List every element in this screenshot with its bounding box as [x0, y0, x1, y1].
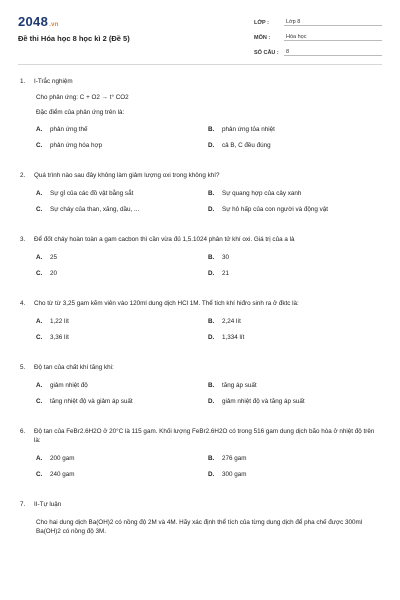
question-text: Độ tan của chất khí tăng khi: [34, 364, 114, 371]
question-number: 4. [20, 300, 26, 307]
option-letter: C. [36, 398, 43, 405]
question-3 [20, 235, 380, 277]
option-letter: A. [36, 190, 43, 197]
exam-meta [254, 14, 382, 59]
option-letter: A. [36, 254, 43, 261]
option-text: 1,22 lít [50, 318, 69, 325]
option-letter: A. [36, 382, 43, 389]
answer-options [36, 455, 380, 478]
meta-value: 8 [284, 49, 382, 56]
answer-options [36, 254, 380, 277]
option-text: 240 gam [50, 471, 75, 478]
question-1 [20, 77, 380, 149]
question-text: Quá trình nào sau đây không làm giảm lượng oxi trong không khí? [34, 172, 220, 179]
answer-option-c[interactable] [36, 334, 208, 341]
option-letter: C. [36, 142, 43, 149]
answer-option-b[interactable] [208, 382, 380, 389]
answer-option-c[interactable] [36, 398, 208, 405]
option-text: 30 [222, 254, 230, 261]
meta-label: MÔN : [254, 35, 271, 41]
question-text: II-Tự luận [34, 501, 62, 508]
answer-options [36, 318, 380, 341]
option-text: tăng áp suất [222, 382, 257, 389]
answer-option-a[interactable] [36, 455, 208, 462]
question-number: 5. [20, 364, 26, 371]
meta-value: Hóa học [284, 34, 382, 41]
option-letter: A. [36, 126, 43, 133]
answer-options [36, 382, 380, 405]
option-text: phản ứng thế [50, 126, 88, 133]
option-text: tăng nhiệt độ và giảm áp suất [50, 398, 133, 405]
option-letter: D. [208, 270, 215, 277]
answer-option-a[interactable] [36, 254, 208, 261]
option-text: 21 [222, 270, 230, 277]
answer-option-d[interactable] [208, 142, 380, 149]
option-text: Sự gỉ của các đồ vật bằng sắt [50, 190, 134, 197]
option-letter: D. [208, 398, 215, 405]
option-letter: B. [208, 126, 215, 133]
question-number: 2. [20, 172, 26, 179]
answer-option-a[interactable] [36, 318, 208, 325]
answer-option-a[interactable] [36, 190, 208, 197]
option-letter: D. [208, 206, 215, 213]
option-letter: B. [208, 318, 215, 325]
option-text: cả B, C đều đúng [222, 142, 271, 149]
answer-option-d[interactable] [208, 206, 380, 213]
answer-option-d[interactable] [208, 334, 380, 341]
question-list [0, 65, 400, 536]
question-number: 3. [20, 236, 26, 243]
logo-text: 2048 [18, 14, 49, 29]
option-letter: D. [208, 471, 215, 478]
option-letter: C. [36, 334, 43, 341]
question-5 [20, 363, 380, 405]
question-2 [20, 171, 380, 213]
answer-options [36, 126, 380, 149]
question-number: 6. [20, 428, 26, 435]
option-letter: D. [208, 334, 215, 341]
option-letter: D. [208, 142, 215, 149]
exam-header [0, 0, 400, 64]
question-text: Độ tan của FeBr2.6H2O ở 20°C là 115 gam. Khối lượng FeBr2.6H2O có trong 516 gam dung dịch bão hòa ở nhiệt độ trên là: [34, 428, 375, 444]
meta-row-count [254, 44, 382, 56]
question-line: Cho phản ứng: C + O2 → t° CO2 [36, 94, 129, 101]
option-text: 300 gam [222, 471, 247, 478]
option-letter: B. [208, 254, 215, 261]
question-number: 7. [20, 501, 26, 508]
option-text: 1,334 lít [222, 334, 245, 341]
exam-title: Đề thi Hóa học 8 học kì 2 (Đề 5) [18, 34, 130, 43]
option-letter: C. [36, 270, 43, 277]
meta-label: SỐ CÂU : [254, 50, 279, 56]
option-letter: B. [208, 382, 215, 389]
option-text: Sự cháy của than, xăng, dầu, ... [50, 206, 140, 213]
question-7 [20, 500, 380, 536]
answer-option-c[interactable] [36, 471, 208, 478]
option-text: 25 [50, 254, 58, 261]
option-letter: C. [36, 206, 43, 213]
option-text: 276 gam [222, 455, 247, 462]
option-letter: A. [36, 455, 43, 462]
answer-option-b[interactable] [208, 318, 380, 325]
option-text: phản ứng tỏa nhiệt [222, 126, 275, 133]
option-text: Sự quang hợp của cây xanh [222, 190, 302, 197]
option-letter: C. [36, 471, 43, 478]
answer-option-d[interactable] [208, 398, 380, 405]
meta-row-class [254, 14, 382, 26]
option-text: 2,24 lít [222, 318, 241, 325]
question-text: I-Trắc nghiệm [34, 78, 73, 85]
option-letter: B. [208, 455, 215, 462]
answer-options [36, 190, 380, 213]
question-text: Để đốt cháy hoàn toàn a gam cacbon thì cần vừa đủ 1,5.1024 phân tử khí oxi. Giá trị của a là [34, 236, 295, 243]
option-letter: A. [36, 318, 43, 325]
answer-option-d[interactable] [208, 270, 380, 277]
option-text: giảm nhiệt độ và tăng áp suất [222, 398, 305, 405]
question-line: Cho hai dung dịch Ba(OH)2 có nồng độ 2M và 4M. Hãy xác định thể tích của từng dung dịch để pha chế được 300ml Ba(OH)2 có nồng độ 3M. [36, 519, 363, 535]
answer-option-b[interactable] [208, 190, 380, 197]
option-text: 200 gam [50, 455, 75, 462]
option-text: Sự hô hấp của con người và động vật [222, 206, 329, 213]
question-4 [20, 299, 380, 341]
answer-option-a[interactable] [36, 382, 208, 389]
option-text: 20 [50, 270, 58, 277]
answer-option-b[interactable] [208, 455, 380, 462]
option-letter: B. [208, 190, 215, 197]
answer-option-c[interactable] [36, 142, 208, 149]
question-number: 1. [20, 78, 26, 85]
answer-option-c[interactable] [36, 270, 208, 277]
answer-option-a[interactable] [36, 126, 208, 133]
option-text: giảm nhiệt độ [50, 382, 88, 389]
site-logo[interactable] [18, 14, 59, 29]
logo-suffix: .vn [49, 22, 59, 28]
meta-label: LỚP : [254, 20, 269, 26]
option-text: phản ứng hóa hợp [50, 142, 103, 149]
meta-row-subject [254, 29, 382, 41]
answer-option-b[interactable] [208, 254, 380, 261]
meta-value: Lớp 8 [284, 19, 382, 26]
question-line: Đặc điểm của phản ứng trên là: [36, 109, 125, 116]
question-6 [20, 427, 380, 478]
answer-option-c[interactable] [36, 206, 208, 213]
option-text: 3,36 lít [50, 334, 69, 341]
answer-option-d[interactable] [208, 471, 380, 478]
question-text: Cho từ từ 3,25 gam kẽm viên vào 120ml dung dịch HCl 1M. Thể tích khí hiđro sinh ra ở đktc là: [34, 300, 299, 307]
answer-option-b[interactable] [208, 126, 380, 133]
